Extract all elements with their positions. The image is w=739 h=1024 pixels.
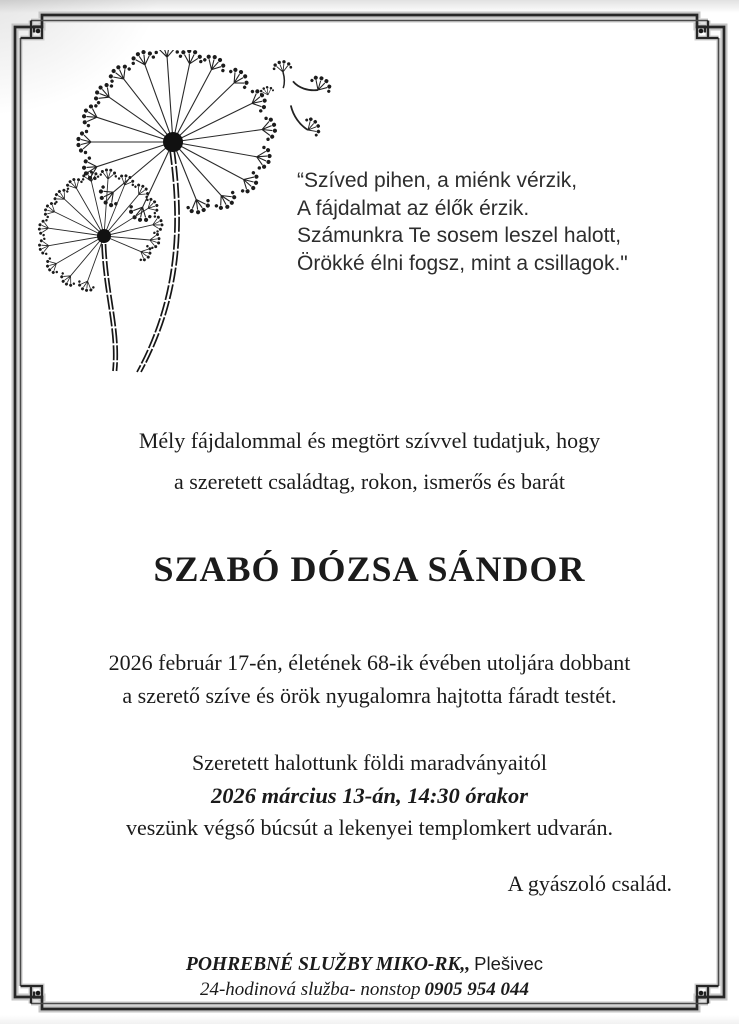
announcement-line-1: Mély fájdalommal és megtört szívvel tudatjuk, hogy (138, 428, 601, 453)
announcement (40, 420, 699, 502)
closing-signature: A gyászoló család. (507, 871, 672, 896)
funeral-datetime: 2026 március 13-án, 14:30 órakor (211, 782, 528, 808)
quote-line: Számunkra Te sosem leszel halott, (297, 224, 622, 247)
footer (0, 952, 729, 1003)
quote-line: A fájdalmat az élők érzik. (297, 196, 530, 220)
footer-company-line (0, 952, 729, 978)
floating-seeds (258, 59, 335, 140)
death-notice (40, 646, 699, 712)
memorial-quote (297, 167, 707, 277)
footer-service-line (0, 978, 729, 1003)
phone-number: 0905 954 044 (424, 979, 530, 1000)
announcement-line-2: a szeretett családtag, rokon, ismerős és barát (174, 469, 565, 494)
company-name: POHREBNÉ SLUŽBY MIKO-RK,, (185, 954, 471, 975)
company-city: Plešivec (474, 953, 544, 974)
deceased-name: SZABÓ DÓZSA SÁNDOR (153, 549, 586, 589)
quote-line: Örökké élni fogsz, mint a csillagok." (297, 251, 628, 275)
funeral-line-3: veszünk végső búcsút a lekenyei templomkert udvarán. (126, 815, 613, 840)
funeral-details (40, 747, 699, 845)
death-notice-line-1: 2026 február 17-én, életének 68-ik évében utoljára dobbant (108, 650, 631, 675)
death-notice-line-2: a szerető szíve és örök nyugalomra hajtotta fáradt testét. (122, 683, 617, 708)
quote-line: “Szíved pihen, a miénk vérzik, (297, 169, 578, 192)
funeral-line-1: Szeretett halottunk földi maradványaitól (192, 750, 547, 775)
service-line: 24-hodinová služba- nonstop (199, 979, 421, 1000)
